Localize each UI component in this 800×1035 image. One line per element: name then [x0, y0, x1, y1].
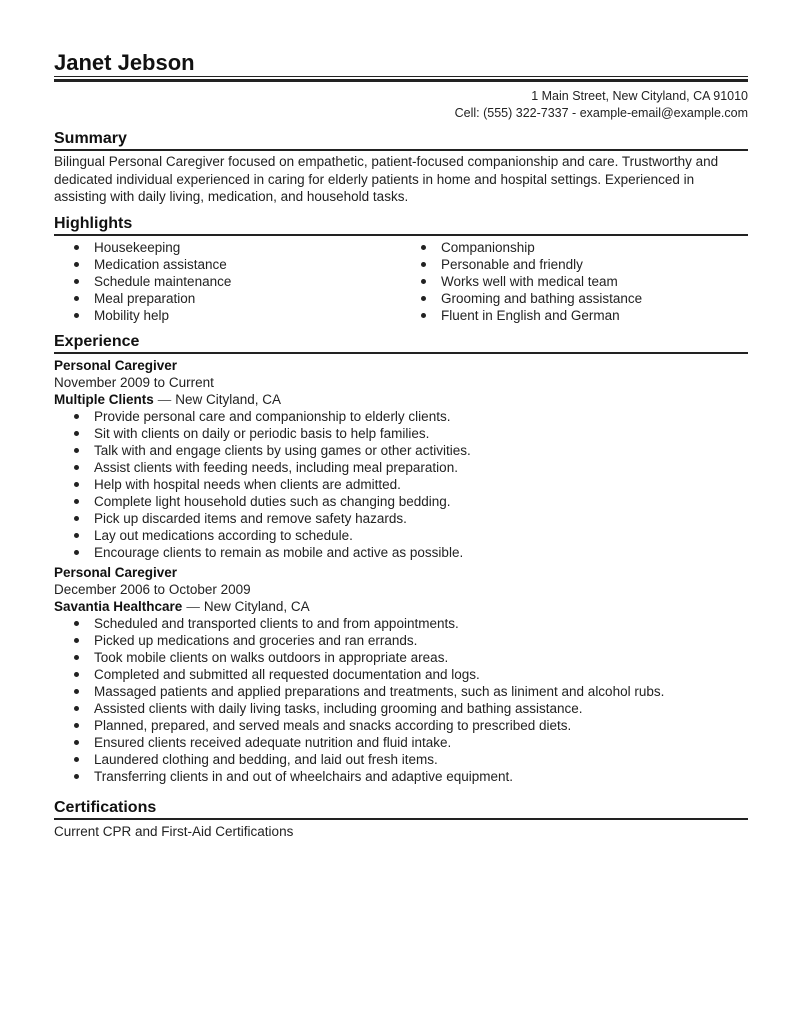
bullet-icon	[74, 313, 79, 318]
bullet-icon	[74, 550, 79, 555]
list-item: Complete light household duties such as changing bedding.	[54, 493, 748, 510]
separator: —	[157, 392, 172, 407]
list-item: Picked up medications and groceries and ran errands.	[54, 632, 748, 649]
bullet-icon	[74, 740, 79, 745]
bullet-icon	[421, 262, 426, 267]
bullet-icon	[74, 706, 79, 711]
list-item: Encourage clients to remain as mobile and active as possible.	[54, 544, 748, 561]
job-duties-list	[54, 408, 748, 561]
job-entry	[54, 357, 748, 561]
section-title-experience: Experience	[54, 332, 748, 354]
list-item: Provide personal care and companionship to elderly clients.	[54, 408, 748, 425]
job-duties-list	[54, 615, 748, 785]
highlights-right-column	[401, 239, 748, 324]
bullet-icon	[74, 279, 79, 284]
list-item: Ensured clients received adequate nutrition and fluid intake.	[54, 734, 748, 751]
list-item: Transferring clients in and out of wheelchairs and adaptive equipment.	[54, 768, 748, 785]
job-entry	[54, 564, 748, 785]
address-line: 1 Main Street, New Cityland, CA 91010	[531, 89, 748, 103]
highlights-left-column	[54, 239, 401, 324]
certifications-text: Current CPR and First-Aid Certifications	[54, 824, 294, 839]
bullet-icon	[421, 296, 426, 301]
employer-name: Multiple Clients	[54, 392, 154, 407]
job-employer-line	[54, 598, 748, 615]
list-item: Lay out medications according to schedule.	[54, 527, 748, 544]
bullet-icon	[74, 655, 79, 660]
header-rule-thin	[54, 76, 748, 77]
highlights-left-list	[54, 239, 401, 324]
list-item: Help with hospital needs when clients are admitted.	[54, 476, 748, 493]
list-item: Pick up discarded items and remove safety hazards.	[54, 510, 748, 527]
summary-section	[54, 129, 748, 206]
certifications-section	[54, 798, 748, 840]
list-item: Fluent in English and German	[401, 307, 748, 324]
list-item: Talk with and engage clients by using games or other activities.	[54, 442, 748, 459]
bullet-icon	[74, 516, 79, 521]
employer-name: Savantia Healthcare	[54, 599, 183, 614]
bullet-icon	[74, 533, 79, 538]
bullet-icon	[74, 638, 79, 643]
job-title: Personal Caregiver	[54, 358, 178, 373]
job-title: Personal Caregiver	[54, 565, 178, 580]
list-item: Assisted clients with daily living tasks, including grooming and bathing assistance.	[54, 700, 748, 717]
job-dates: November 2009 to Current	[54, 375, 214, 390]
candidate-name: Janet Jebson	[54, 50, 195, 75]
bullet-icon	[421, 245, 426, 250]
job-location: New Cityland, CA	[175, 392, 282, 407]
section-title-highlights: Highlights	[54, 214, 748, 236]
list-item: Meal preparation	[54, 290, 401, 307]
list-item: Scheduled and transported clients to and from appointments.	[54, 615, 748, 632]
highlights-right-list	[401, 239, 748, 324]
section-title-summary: Summary	[54, 129, 748, 151]
list-item: Planned, prepared, and served meals and snacks according to prescribed diets.	[54, 717, 748, 734]
list-item: Mobility help	[54, 307, 401, 324]
bullet-icon	[74, 431, 79, 436]
section-title-certifications: Certifications	[54, 798, 748, 820]
highlights-columns	[54, 239, 748, 324]
bullet-icon	[74, 448, 79, 453]
list-item: Assist clients with feeding needs, including meal preparation.	[54, 459, 748, 476]
bullet-icon	[74, 757, 79, 762]
bullet-icon	[74, 296, 79, 301]
list-item: Housekeeping	[54, 239, 401, 256]
header-rule-thick	[54, 79, 748, 82]
contact-line: Cell: (555) 322-7337 - example-email@example.com	[454, 106, 748, 120]
contact-block	[455, 88, 748, 122]
bullet-icon	[74, 465, 79, 470]
list-item: Schedule maintenance	[54, 273, 401, 290]
summary-text: Bilingual Personal Caregiver focused on empathetic, patient-focused companionship and care. Trustworthy and dedicated individual experienced in caring for elderly patients in home and hospital settings. Experienced in assisting with daily living, medication, and household tasks.	[54, 154, 719, 204]
bullet-icon	[421, 313, 426, 318]
experience-section	[54, 332, 748, 785]
bullet-icon	[74, 621, 79, 626]
list-item: Laundered clothing and bedding, and laid out fresh items.	[54, 751, 748, 768]
bullet-icon	[74, 672, 79, 677]
bullet-icon	[74, 499, 79, 504]
list-item: Companionship	[401, 239, 748, 256]
list-item: Grooming and bathing assistance	[401, 290, 748, 307]
list-item: Sit with clients on daily or periodic basis to help families.	[54, 425, 748, 442]
bullet-icon	[74, 689, 79, 694]
list-item: Medication assistance	[54, 256, 401, 273]
bullet-icon	[74, 262, 79, 267]
bullet-icon	[74, 482, 79, 487]
highlights-section	[54, 214, 748, 324]
bullet-icon	[74, 774, 79, 779]
bullet-icon	[421, 279, 426, 284]
separator: —	[186, 599, 200, 614]
job-dates: December 2006 to October 2009	[54, 582, 251, 597]
list-item: Personable and friendly	[401, 256, 748, 273]
list-item: Massaged patients and applied preparations and treatments, such as liniment and alcohol rubs.	[54, 683, 748, 700]
bullet-icon	[74, 723, 79, 728]
job-location: New Cityland, CA	[203, 599, 310, 614]
bullet-icon	[74, 414, 79, 419]
list-item: Works well with medical team	[401, 273, 748, 290]
list-item: Completed and submitted all requested documentation and logs.	[54, 666, 748, 683]
job-employer-line	[54, 391, 748, 408]
list-item: Took mobile clients on walks outdoors in appropriate areas.	[54, 649, 748, 666]
bullet-icon	[74, 245, 79, 250]
